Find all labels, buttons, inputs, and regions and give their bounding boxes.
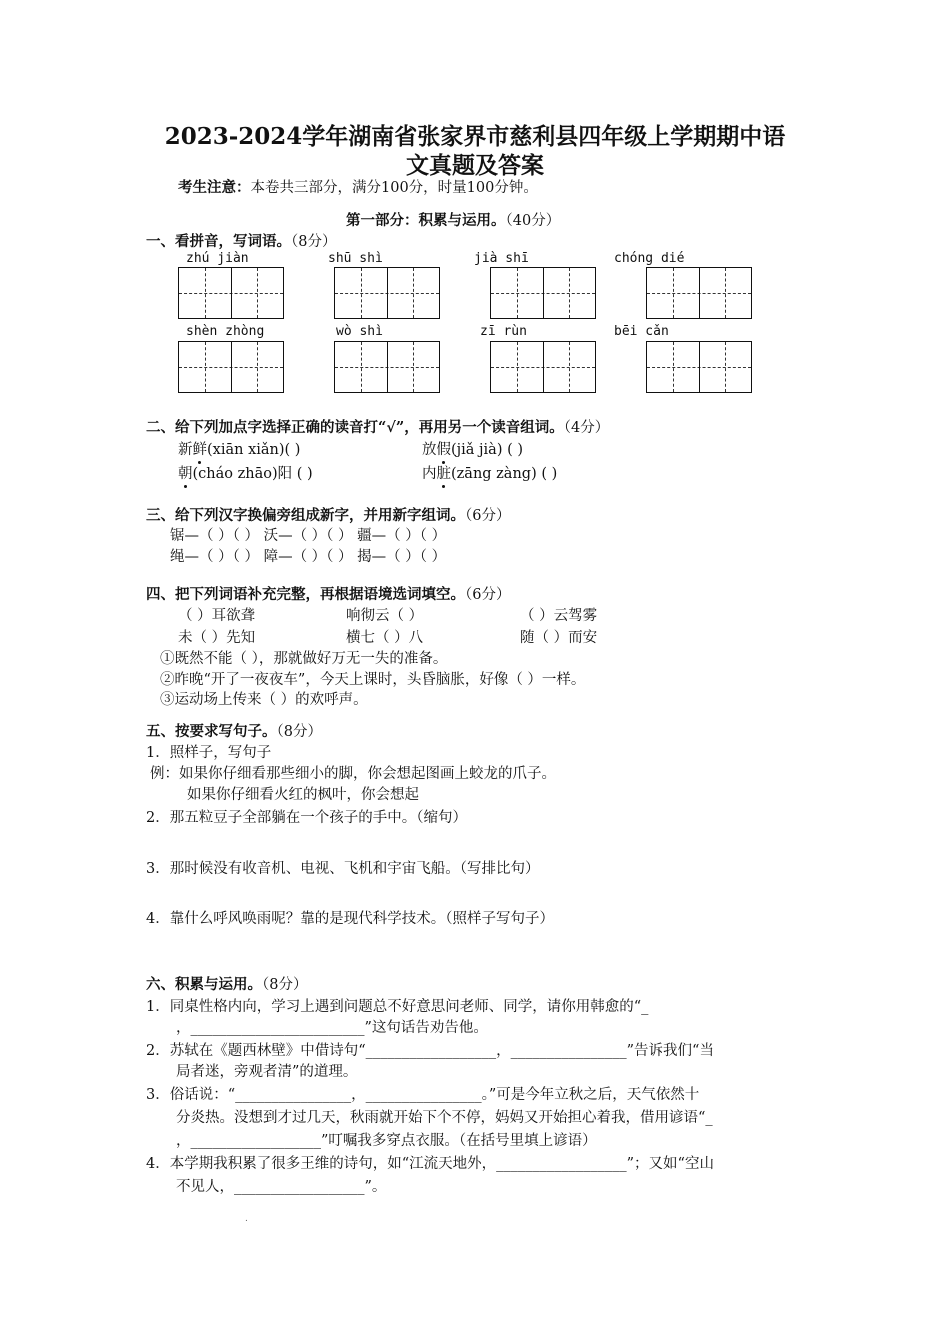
s5-item-1: 1．照样子，写句子 — [146, 745, 272, 761]
s5-item-2: 2．那五粒豆子全部躺在一个孩子的手中。（缩句） — [146, 810, 467, 826]
s4-question-2: ②昨晚“开了一夜夜车”，今天上课时，头昏脑胀，好像（ ）一样。 — [160, 672, 586, 688]
s6-item-4: 4．本学期我积累了很多王维的诗句，如“江流天地外，__________________”；又如“空山 — [146, 1156, 714, 1172]
writing-grid[interactable] — [334, 341, 440, 393]
s3-row-1: 锯—（ ）（ ） 沃—（ ）（ ） 疆—（ ）（ ） — [170, 528, 447, 544]
section3-title: 三、给下列汉字换偏旁组成新字，并用新字组词。 — [146, 507, 465, 524]
section4-heading — [146, 583, 510, 604]
pinyin-4: chóng dié — [614, 251, 685, 266]
s2-char: 放 — [422, 442, 437, 458]
s6-item-3-cont2: ，__________________”叮嘱我多穿点衣服。（在括号里填上谚语） — [176, 1133, 597, 1149]
s3-row-2: 绳—（ ）（ ） 障—（ ）（ ） 揭—（ ）（ ） — [170, 549, 447, 565]
writing-grid[interactable] — [178, 267, 284, 319]
pinyin-6: wò shì — [336, 324, 383, 339]
s6-item-3-cont: 分炎热。没想到才过几天，秋雨就开始下个不停，妈妈又开始担心着我，借用谚语“_ — [176, 1110, 713, 1126]
notice — [178, 176, 538, 197]
section5-heading — [146, 720, 322, 741]
part1-score: （40分） — [505, 213, 561, 229]
section2-title: 二、给下列加点字选择正确的读音打“√”，再用另一个读音组词。 — [146, 419, 564, 436]
dotted-char: 脏 — [437, 462, 452, 483]
title-line-1: 2023-2024学年湖南省张家界市慈利县四年级上学期期中语 — [164, 123, 786, 150]
writing-grid[interactable] — [178, 341, 284, 393]
dotted-char: 假 — [437, 438, 452, 459]
s2-options: (cháo zhāo)阳 ( ) — [192, 466, 313, 482]
writing-grid[interactable] — [334, 267, 440, 319]
idiom-2: 响彻云（ ） — [346, 608, 424, 624]
section1-score: （8分） — [291, 234, 337, 250]
writing-grid[interactable] — [646, 267, 752, 319]
idiom-4: 未（ ）先知 — [178, 630, 256, 646]
notice-text: 本卷共三部分，满分100分，时量100分钟。 — [250, 180, 538, 196]
pinyin-8: bēi cǎn — [614, 324, 669, 339]
s2-char: 新 — [178, 442, 193, 458]
s2-item-3 — [178, 462, 313, 483]
s6-item-2: 2．苏轼在《题西林壁》中借诗句“__________________，________________”告诉我们“当 — [146, 1043, 714, 1059]
s2-item-1 — [178, 438, 300, 459]
writing-grid[interactable] — [490, 341, 596, 393]
s6-item-3: 3．俗话说：“________________，________________。”可是今年立秋之后，天气依然十 — [146, 1087, 700, 1103]
dotted-char: 朝 — [178, 462, 193, 483]
part1-title: 第一部分：积累与运用。 — [346, 212, 506, 229]
section6-score: （8分） — [262, 977, 308, 993]
s5-item-3: 3．那时候没有收音机、电视、飞机和宇宙飞船。（写排比句） — [146, 861, 540, 877]
pinyin-1: zhú jiàn — [186, 251, 249, 266]
dotted-char: 鲜 — [193, 438, 208, 459]
notice-label: 考生注意： — [178, 179, 251, 196]
s6-item-2-cont: 局者迷，旁观者清”的道理。 — [176, 1064, 358, 1080]
section1-title: 一、看拼音，写词语。 — [146, 233, 291, 250]
idiom-5: 横七（ ）八 — [346, 630, 424, 646]
s5-example-prompt: 如果你仔细看火红的枫叶，你会想起 — [187, 787, 419, 803]
s5-item-4: 4．靠什么呼风唤雨呢？靠的是现代科学技术。（照样子写句子） — [146, 911, 554, 927]
section2-heading — [146, 416, 609, 437]
section5-score: （8分） — [276, 724, 322, 740]
pinyin-5: shèn zhòng — [186, 324, 265, 339]
section1-heading — [146, 230, 336, 251]
section6-title: 六、积累与运用。 — [146, 976, 262, 993]
writing-grid[interactable] — [490, 267, 596, 319]
section3-score: （6分） — [465, 508, 511, 524]
section5-title: 五、按要求写句子。 — [146, 723, 277, 740]
section4-score: （6分） — [465, 587, 511, 603]
section2-score: （4分） — [563, 420, 610, 436]
s4-question-1: ①既然不能（ ），那就做好万无一失的准备。 — [160, 651, 448, 667]
s5-example: 例：如果你仔细看那些细小的脚，你会想起图画上蛟龙的爪子。 — [150, 766, 556, 782]
s2-options: (zāng zàng) ( ) — [451, 466, 558, 482]
footer-mark: . — [245, 1214, 248, 1224]
s2-options: (jiǎ jià) ( ) — [451, 442, 524, 458]
s6-item-1-cont: ，________________________”这句话告劝告他。 — [176, 1020, 488, 1036]
pinyin-2: shū shì — [328, 251, 383, 266]
idiom-6: 随（ ）而安 — [520, 630, 598, 646]
section4-title: 四、把下列词语补充完整，再根据语境选词填空。 — [146, 586, 465, 603]
section3-heading — [146, 504, 510, 525]
s6-item-1: 1．同桌性格内向，学习上遇到问题总不好意思问老师、同学，请你用韩愈的“_ — [146, 999, 649, 1015]
s2-char: 内 — [422, 466, 437, 482]
idiom-3: （ ）云驾雾 — [520, 608, 598, 624]
s4-question-3: ③运动场上传来（ ）的欢呼声。 — [160, 692, 368, 708]
s2-item-4 — [422, 462, 557, 483]
s6-item-4-cont: 不见人，__________________”。 — [176, 1179, 387, 1195]
pinyin-7: zī rùn — [480, 324, 527, 339]
title-line-2: 文真题及答案 — [406, 152, 544, 179]
s2-item-2 — [422, 438, 523, 459]
pinyin-3: jià shī — [474, 251, 529, 266]
idiom-1: （ ）耳欲聋 — [178, 608, 256, 624]
s2-options: (xiān xiǎn)( ) — [207, 442, 301, 458]
writing-grid[interactable] — [646, 341, 752, 393]
part1-heading — [346, 209, 560, 230]
section6-heading — [146, 973, 307, 994]
